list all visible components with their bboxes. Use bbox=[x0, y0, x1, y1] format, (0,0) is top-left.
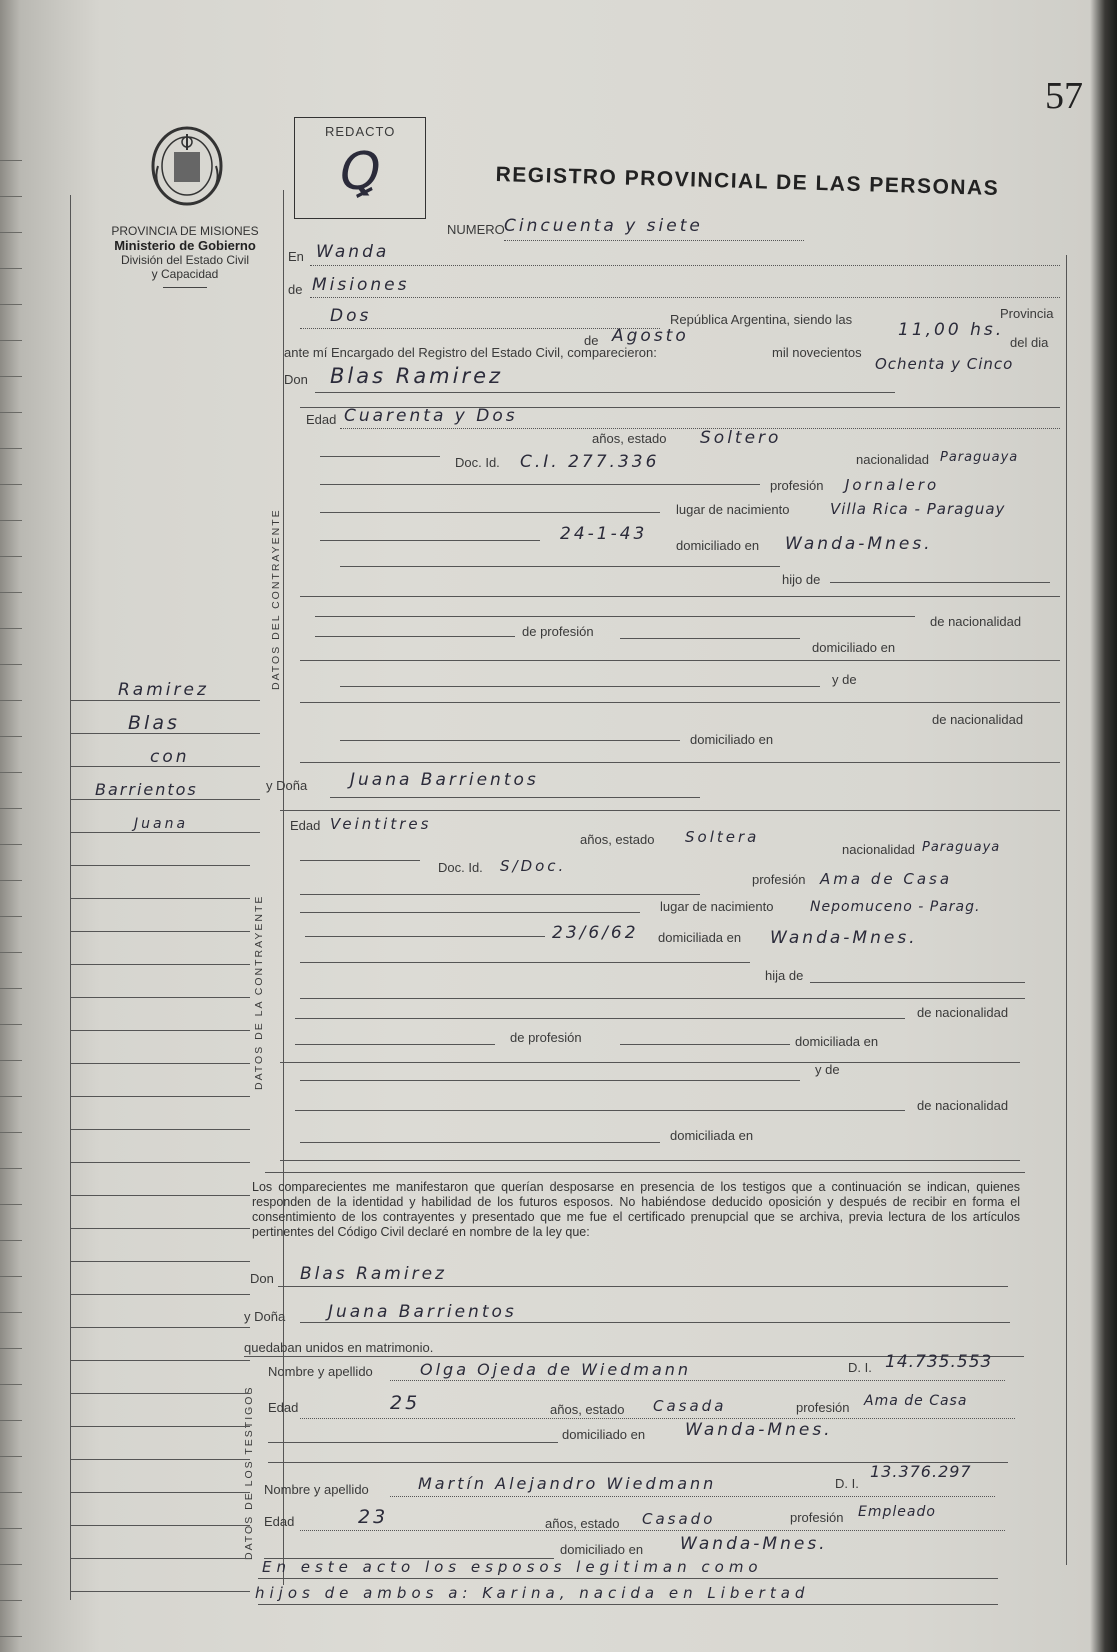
binding-tick bbox=[0, 1420, 22, 1421]
en-value: Wanda bbox=[316, 242, 390, 262]
t1-nombre-line bbox=[390, 1380, 1005, 1381]
padre-line bbox=[315, 616, 915, 617]
t1-anos-label: años, estado bbox=[550, 1402, 625, 1417]
don-label: Don bbox=[284, 372, 308, 387]
mil-label: mil novecientos bbox=[772, 345, 862, 360]
anio-value: Ochenta y Cinco bbox=[875, 355, 1014, 373]
hijo-line-b bbox=[830, 582, 1050, 583]
margin-rule-line bbox=[70, 733, 260, 734]
note-line-2: hijos de ambos a: Karina, nacida en Libertad bbox=[255, 1584, 810, 1602]
domiciliado-en-label: domiciliado en bbox=[812, 640, 896, 655]
estado-f-value: Soltera bbox=[685, 828, 760, 846]
hora-value: 11,00 hs. bbox=[898, 320, 1005, 340]
margin-rule-line bbox=[70, 865, 250, 866]
margin-rule-line bbox=[70, 1162, 250, 1163]
margin-rule-line bbox=[70, 1459, 250, 1460]
nacionalidad-label: nacionalidad bbox=[856, 452, 930, 467]
t1-di-label: D. I. bbox=[848, 1360, 872, 1375]
de-nacionalidad-label-2: de nacionalidad bbox=[932, 712, 1024, 727]
t2-di-value: 13.376.297 bbox=[870, 1462, 972, 1481]
t1-dom-line bbox=[268, 1442, 558, 1443]
binding-tick bbox=[0, 1600, 22, 1601]
province-label: PROVINCIA DE MISIONES bbox=[111, 224, 259, 238]
margin-rule-line bbox=[70, 1591, 250, 1592]
binding-tick bbox=[0, 484, 22, 485]
page-title: REGISTRO PROVINCIAL DE LAS PERSONAS bbox=[495, 163, 1000, 201]
dia-value: Dos bbox=[330, 306, 372, 326]
redacto-box bbox=[294, 117, 426, 219]
decl-don-value: Blas Ramirez bbox=[300, 1264, 447, 1284]
t1-edad-value: 25 bbox=[390, 1392, 421, 1414]
margin-rule-line bbox=[70, 799, 260, 800]
decl-dona-value: Juana Barrientos bbox=[328, 1302, 517, 1322]
profesion-line bbox=[315, 636, 515, 637]
margin-rule-line bbox=[70, 931, 250, 932]
t2-nombre-label: Nombre y apellido bbox=[264, 1482, 369, 1497]
binding-tick bbox=[0, 1636, 22, 1637]
margin-rule-line bbox=[70, 1525, 250, 1526]
contrayente-f-side-label: DATOS DE LA CONTRAYENTE bbox=[253, 894, 265, 1090]
binding-tick bbox=[0, 268, 22, 269]
margin-rule-line bbox=[70, 1327, 250, 1328]
fecha-f-value: 23/6/62 bbox=[552, 923, 639, 943]
binding-tick bbox=[0, 1492, 22, 1493]
y-de-f-label: y de bbox=[815, 1062, 840, 1077]
anos-f-label: años, estado bbox=[580, 832, 655, 847]
hijo-line-c bbox=[300, 596, 1060, 597]
t2-edad-value: 23 bbox=[358, 1506, 389, 1528]
don-line bbox=[315, 392, 895, 393]
de-profesion-label: de profesión bbox=[522, 624, 594, 639]
binding-tick bbox=[0, 196, 22, 197]
margin-rule-line bbox=[70, 997, 250, 998]
dia-line bbox=[300, 328, 660, 329]
note-rule-2 bbox=[258, 1604, 998, 1605]
ministry-label: Ministerio de Gobierno bbox=[114, 238, 256, 253]
margin-rule-line bbox=[70, 766, 260, 767]
page-number: 57 bbox=[1045, 75, 1083, 117]
t2-anos-label: años, estado bbox=[545, 1516, 620, 1531]
mes-value: Agosto bbox=[612, 326, 689, 346]
margin-note-surname: Ramirez bbox=[118, 680, 209, 700]
madre-f-dom-line-b bbox=[280, 1160, 1020, 1161]
t1-nombre-label: Nombre y apellido bbox=[268, 1364, 373, 1379]
divider bbox=[163, 287, 207, 288]
del-dia-label: del dia bbox=[1010, 335, 1049, 350]
redacto-label: REDACTO bbox=[325, 124, 396, 139]
binding-tick bbox=[0, 412, 22, 413]
decl-dona-line bbox=[300, 1322, 1010, 1323]
ante-text: ante mí Encargado del Registro del Estado Civil, comparecieron: bbox=[284, 345, 657, 360]
t1-profesion-label: profesión bbox=[796, 1400, 850, 1415]
dona-value: Juana Barrientos bbox=[350, 770, 539, 790]
binding-tick bbox=[0, 376, 22, 377]
en-line bbox=[310, 265, 1060, 266]
doc-f-value: S/Doc. bbox=[500, 857, 567, 875]
edad-label: Edad bbox=[306, 412, 337, 427]
dona-label: y Doña bbox=[266, 778, 308, 793]
t1-estado-value: Casada bbox=[653, 1397, 727, 1415]
de-profesion-f-label: de profesión bbox=[510, 1030, 582, 1045]
binding-tick bbox=[0, 880, 22, 881]
decl-don-label: Don bbox=[250, 1271, 274, 1286]
t1-edad-label: Edad bbox=[268, 1400, 299, 1415]
t1-profesion-value: Ama de Casa bbox=[864, 1393, 968, 1409]
lugar-f-line bbox=[300, 912, 640, 913]
binding-tick bbox=[0, 736, 22, 737]
binding-tick bbox=[0, 1564, 22, 1565]
binding-tick bbox=[0, 1312, 22, 1313]
edad-f-value: Veintitres bbox=[330, 815, 432, 833]
estado-value: Soltero bbox=[700, 428, 782, 448]
t2-edad-label: Edad bbox=[264, 1514, 295, 1529]
binding-tick bbox=[0, 592, 22, 593]
right-frame-line bbox=[1066, 255, 1067, 1565]
margin-rule-line bbox=[70, 1195, 250, 1196]
binding-tick bbox=[0, 1168, 22, 1169]
binding-tick bbox=[0, 1060, 22, 1061]
profesion-f-line-b bbox=[620, 1044, 790, 1045]
hija-line-a bbox=[300, 962, 750, 963]
t2-edad-line bbox=[300, 1530, 1005, 1531]
margin-rule-line bbox=[70, 964, 250, 965]
provincia-label: Provincia bbox=[1000, 306, 1054, 321]
de-label: de bbox=[288, 282, 303, 297]
margin-rule-line bbox=[70, 1228, 250, 1229]
redacto-initial: Ꝗ bbox=[340, 142, 381, 202]
t1-domiciliado-label: domiciliado en bbox=[562, 1427, 646, 1442]
edad-line bbox=[340, 428, 1060, 429]
margin-rule-line bbox=[70, 898, 250, 899]
margin-rule-line bbox=[70, 700, 260, 701]
hija-line-b bbox=[810, 982, 1025, 983]
domiciliada-en-f-label: domiciliada en bbox=[795, 1034, 879, 1049]
margin-note-name-2: Juana bbox=[134, 816, 189, 832]
note-line-1: En este acto los esposos legitiman como bbox=[262, 1558, 763, 1576]
binding-tick bbox=[0, 988, 22, 989]
separator-3 bbox=[280, 810, 1060, 811]
binding-tick bbox=[0, 1096, 22, 1097]
margin-rule-line bbox=[70, 1261, 250, 1262]
contrayente-side-label: DATOS DEL CONTRAYENTE bbox=[270, 508, 282, 690]
margin-rule-line bbox=[70, 1558, 250, 1559]
margin-rule-line bbox=[70, 1426, 250, 1427]
binding-tick bbox=[0, 1132, 22, 1133]
doc-f-label: Doc. Id. bbox=[438, 860, 483, 875]
binding-tick bbox=[0, 304, 22, 305]
doc-line bbox=[320, 484, 760, 485]
binding-tick bbox=[0, 1456, 22, 1457]
t2-nombre-line bbox=[390, 1496, 995, 1497]
hija-label: hija de bbox=[765, 968, 804, 983]
seal-emblem bbox=[148, 124, 226, 208]
decl-dona-label: y Doña bbox=[244, 1309, 286, 1324]
de-nacionalidad-f-label: de nacionalidad bbox=[917, 1005, 1009, 1020]
binding-tick bbox=[0, 916, 22, 917]
t1-edad-line bbox=[300, 1418, 1015, 1419]
binding-tick bbox=[0, 1240, 22, 1241]
dom-line bbox=[300, 660, 1060, 661]
binding-tick bbox=[0, 628, 22, 629]
doc-line-pre bbox=[320, 456, 440, 457]
decl-don-line bbox=[278, 1286, 1008, 1287]
margin-rule-line bbox=[70, 1063, 250, 1064]
profesion-line-b bbox=[620, 638, 800, 639]
profesion-value: Jornalero bbox=[845, 476, 940, 494]
nacionalidad-f-value: Paraguaya bbox=[922, 840, 1001, 855]
t2-estado-value: Casado bbox=[642, 1510, 716, 1528]
hijo-line-a bbox=[340, 566, 780, 567]
domiciliado-en-label-2: domiciliado en bbox=[690, 732, 774, 747]
separator-4 bbox=[265, 1172, 1025, 1173]
domiciliada-en-f-label-2: domiciliada en bbox=[670, 1128, 754, 1143]
margin-rule-line bbox=[70, 832, 260, 833]
profesion-label: profesión bbox=[770, 478, 824, 493]
de-nacionalidad-label: de nacionalidad bbox=[930, 614, 1022, 629]
margin-rule-line bbox=[70, 1492, 250, 1493]
binding-tick bbox=[0, 160, 22, 161]
madre-f-line bbox=[300, 1080, 800, 1081]
nacionalidad-f-label: nacionalidad bbox=[842, 842, 916, 857]
binding-tick bbox=[0, 232, 22, 233]
hijo-label: hijo de bbox=[782, 572, 821, 587]
de-line bbox=[310, 297, 1060, 298]
profesion-f-label: profesión bbox=[752, 872, 806, 887]
division-label: División del Estado Civil bbox=[120, 253, 250, 267]
t1-di-value: 14.735.553 bbox=[885, 1352, 993, 1372]
republica-text: República Argentina, siendo las bbox=[670, 312, 853, 327]
dona-line bbox=[330, 797, 700, 798]
profesion-f-value: Ama de Casa bbox=[820, 870, 953, 888]
binding-tick bbox=[0, 340, 22, 341]
de-nacionalidad-f-label-2: de nacionalidad bbox=[917, 1098, 1009, 1113]
t2-profesion-value: Empleado bbox=[858, 1504, 936, 1520]
separator-2 bbox=[300, 762, 1060, 763]
doc-f-line-pre bbox=[300, 860, 420, 861]
fecha-value: 24-1-43 bbox=[560, 524, 648, 544]
doc-label: Doc. Id. bbox=[455, 455, 500, 470]
lugar-line bbox=[320, 512, 660, 513]
madre-f-line-b bbox=[295, 1110, 905, 1111]
binding-tick bbox=[0, 1204, 22, 1205]
division-label-2: y Capacidad bbox=[151, 267, 219, 281]
domiciliada-label: domiciliada en bbox=[658, 930, 742, 945]
doc-value: C.I. 277.336 bbox=[520, 452, 660, 472]
domicilio-f-value: Wanda-Mnes. bbox=[770, 928, 918, 948]
hija-line-c bbox=[300, 998, 1025, 999]
profesion-f-line bbox=[295, 1044, 495, 1045]
t1-nombre-value: Olga Ojeda de Wiedmann bbox=[420, 1360, 692, 1379]
binding-tick bbox=[0, 1276, 22, 1277]
binding-tick bbox=[0, 664, 22, 665]
margin-note-con: con bbox=[150, 747, 190, 767]
binding-tick bbox=[0, 808, 22, 809]
margin-rule-line bbox=[70, 1096, 250, 1097]
lugar-f-value: Nepomuceno - Parag. bbox=[810, 899, 981, 915]
doc-f-line bbox=[300, 894, 700, 895]
margin-rule-line bbox=[70, 1393, 250, 1394]
t2-nombre-value: Martín Alejandro Wiedmann bbox=[418, 1474, 717, 1493]
margin-rule-line bbox=[70, 1360, 250, 1361]
margin-note-name: Blas bbox=[128, 712, 180, 734]
testigos-side-label: DATOS DE LOS TESTIGOS bbox=[243, 1385, 255, 1560]
de-value: Misiones bbox=[312, 275, 410, 295]
note-rule-1 bbox=[258, 1578, 998, 1579]
de-mes-label: de bbox=[584, 333, 599, 348]
madre-dom-line bbox=[340, 740, 680, 741]
margin-rule-line bbox=[70, 1129, 250, 1130]
numero-label: NUMERO bbox=[447, 222, 505, 237]
madre-f-dom-line bbox=[300, 1142, 660, 1143]
t2-domiciliado-label: domiciliado en bbox=[560, 1542, 644, 1557]
madre-line-b bbox=[300, 702, 1060, 703]
lugar-label: lugar de nacimiento bbox=[676, 502, 790, 517]
binding-tick bbox=[0, 844, 22, 845]
fecha-line bbox=[320, 540, 540, 541]
anos-estado-label: años, estado bbox=[592, 431, 667, 446]
binding-tick bbox=[0, 520, 22, 521]
y-de-label: y de bbox=[832, 672, 857, 687]
padre-f-line bbox=[295, 1018, 905, 1019]
domiciliado-label: domiciliado en bbox=[676, 538, 760, 553]
nacionalidad-value: Paraguaya bbox=[940, 450, 1019, 465]
t2-domicilio-value: Wanda-Mnes. bbox=[680, 1534, 828, 1554]
t2-profesion-label: profesión bbox=[790, 1510, 844, 1525]
edad-value: Cuarenta y Dos bbox=[344, 406, 518, 426]
lugar-value: Villa Rica - Paraguay bbox=[830, 500, 1006, 518]
madre-line bbox=[340, 686, 820, 687]
binding-tick bbox=[0, 772, 22, 773]
binding-tick bbox=[0, 1384, 22, 1385]
don-value: Blas Ramirez bbox=[330, 364, 504, 388]
dom-f-line bbox=[280, 1062, 1020, 1063]
en-label: En bbox=[288, 249, 304, 264]
declaration-paragraph: Los comparecientes me manifestaron que querían desposarse en presencia de los testigos que a continuación se indican, quienes responden de la identidad y habilidad de los futuros esposos. No habiéndose deducido oposición y después de recibir en forma el consentimiento de los contrayentes y presentado que me fue el certificado prenupcial que se archiva, previa lectura de los artículos pertinentes del Código Civil declaré en nombre de la ley que: bbox=[252, 1180, 1020, 1239]
quedaban-text: quedaban unidos en matrimonio. bbox=[244, 1340, 434, 1355]
t2-di-label: D. I. bbox=[835, 1476, 859, 1491]
binding-tick bbox=[0, 556, 22, 557]
numero-value: Cincuenta y siete bbox=[504, 216, 703, 236]
binding-tick bbox=[0, 700, 22, 701]
edad-f-label: Edad bbox=[290, 818, 321, 833]
margin-note-surname-2: Barrientos bbox=[95, 780, 198, 799]
lugar-f-label: lugar de nacimiento bbox=[660, 899, 774, 914]
binding-tick bbox=[0, 1348, 22, 1349]
margin-rule-line bbox=[70, 1294, 250, 1295]
t1-domicilio-value: Wanda-Mnes. bbox=[685, 1420, 833, 1440]
binding-tick bbox=[0, 1528, 22, 1529]
domicilio-value: Wanda-Mnes. bbox=[785, 534, 933, 554]
binding-tick bbox=[0, 448, 22, 449]
margin-rule-line bbox=[70, 1030, 250, 1031]
fecha-f-line bbox=[305, 936, 545, 937]
numero-line bbox=[504, 240, 804, 241]
issuer-block bbox=[95, 224, 275, 288]
binding-tick bbox=[0, 952, 22, 953]
binding-tick bbox=[0, 1024, 22, 1025]
